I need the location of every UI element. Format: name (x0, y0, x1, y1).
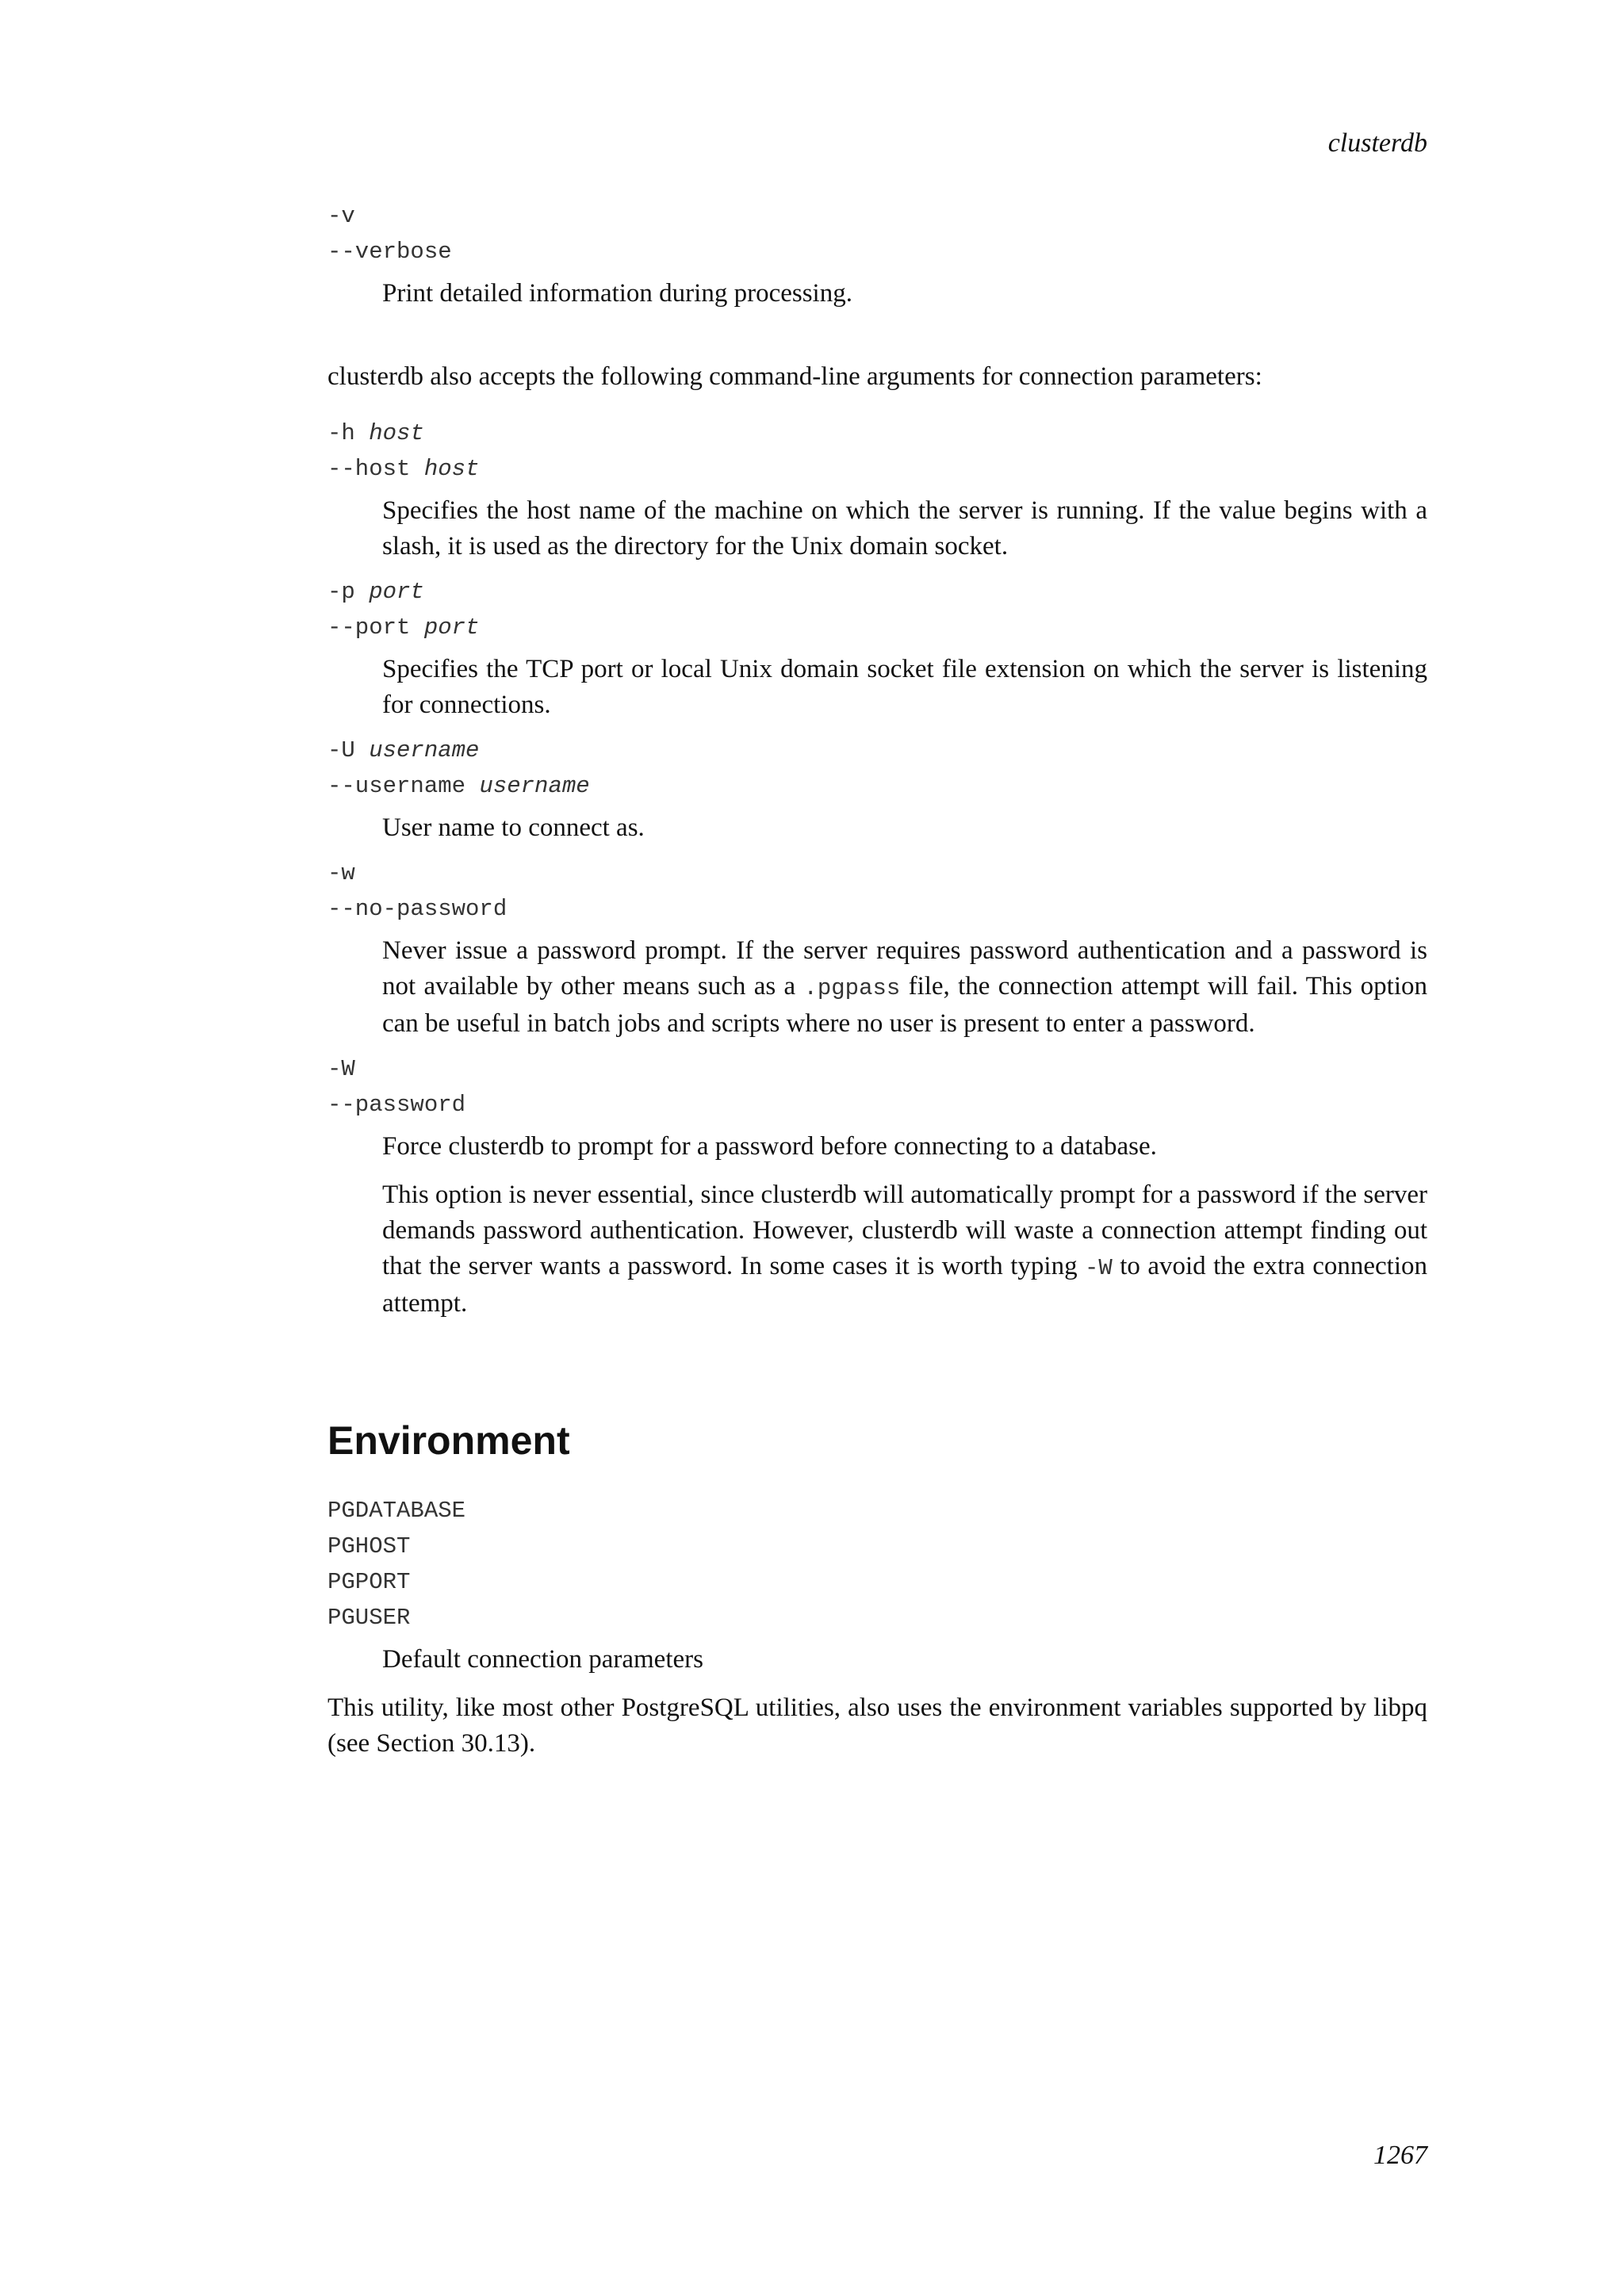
option-port-description: Specifies the TCP port or local Unix domain socket file extension on which the server is listening for connections. (382, 655, 1427, 719)
option-port-short: -p port (327, 579, 424, 605)
option-host-short: -h host (327, 420, 424, 446)
env-var: PGUSER (327, 1605, 411, 1631)
option-username (327, 733, 1427, 846)
option-port (327, 574, 1427, 723)
option-host-long: --host host (327, 456, 480, 482)
option-password-description-2: This option is never essential, since clusterdb will automatically prompt for a password if the server demands password authentication. However, clusterdb will waste a connection attempt finding out that the server wants a password. In some cases it is worth typing -W to avoid the extra connection attempt. (382, 1181, 1427, 1318)
option-no-password-description: Never issue a password prompt. If the server requires password authentication and a password is not available by other means such as a .pgpass file, the connection attempt will fail. This option can be useful in batch jobs and scripts where no user is present to enter a password. (382, 936, 1427, 1038)
running-head: clusterdb (1327, 128, 1427, 158)
option-verbose-short: -v (327, 203, 355, 229)
option-no-password-short: -w (327, 860, 355, 886)
option-password-long: --password (327, 1092, 466, 1118)
option-password (327, 1051, 1427, 1322)
page-content (327, 198, 1427, 1762)
option-port-long: --port port (327, 614, 480, 641)
option-verbose-long: --verbose (327, 239, 452, 265)
env-var: PGDATABASE (327, 1498, 466, 1524)
page-number: 1267 (1373, 2141, 1427, 2170)
environment-variables-description: Default connection parameters (382, 1645, 703, 1674)
option-username-long: --username username (327, 773, 590, 799)
env-var: PGHOST (327, 1533, 411, 1559)
w-flag-code: -W (1085, 1255, 1113, 1281)
connection-intro: clusterdb also accepts the following command-line arguments for connection parameters: (327, 362, 1262, 391)
option-verbose (327, 198, 1427, 312)
option-host (327, 415, 1427, 564)
option-username-short: -U username (327, 737, 480, 763)
pgpass-code: .pgpass (803, 975, 901, 1001)
section-heading-environment: Environment (327, 1418, 570, 1463)
option-no-password (327, 855, 1427, 1042)
option-password-description-1: Force clusterdb to prompt for a password before connecting to a database. (382, 1132, 1157, 1161)
option-host-description: Specifies the host name of the machine on which the server is running. If the value begins with a slash, it is used as the directory for the Unix domain socket. (382, 496, 1427, 561)
environment-variables (327, 1493, 1427, 1678)
option-no-password-long: --no-password (327, 896, 508, 922)
option-verbose-description: Print detailed information during processing. (382, 279, 852, 308)
env-var: PGPORT (327, 1569, 411, 1595)
option-username-description: User name to connect as. (382, 813, 645, 842)
option-password-short: -W (327, 1056, 355, 1082)
environment-note: This utility, like most other PostgreSQL utilities, also uses the environment variables supported by libpq (see Section 30.13). (327, 1693, 1427, 1758)
